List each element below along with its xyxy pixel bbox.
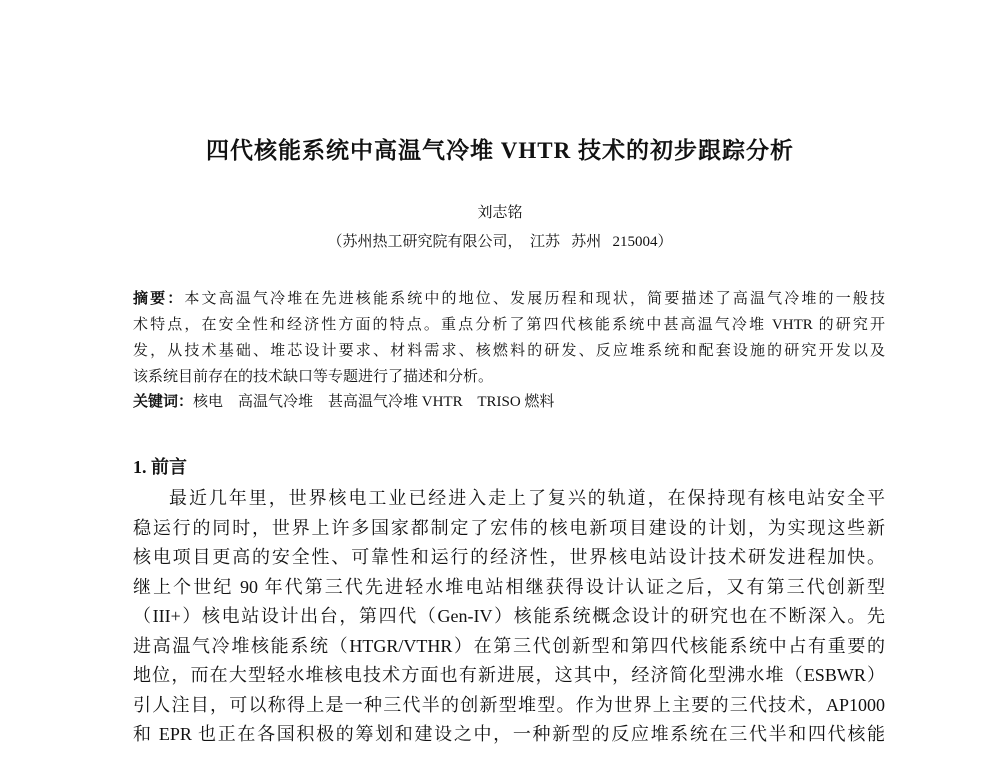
- section-heading: 1. 前言: [133, 457, 187, 477]
- body-line: 核电项目更高的安全性、可靠性和运行的经济性，世界核电站设计技术研发进程加快。: [133, 547, 885, 567]
- abstract-label: 摘要：: [133, 291, 185, 307]
- body-line: 进高温气冷堆核能系统（HTGR/VTHR）在第三代创新型和第四代核能系统中占有重要的: [133, 635, 885, 656]
- body-line: 继上个世纪 90 年代第三代先进轻水堆电站相继获得设计认证之后，又有第三代创新型: [133, 576, 885, 597]
- abstract-line: 发，从技术基础、堆芯设计要求、材料需求、核燃料的研发、反应堆系统和配套设施的研究开发以及: [133, 343, 885, 359]
- affiliation: （苏州热工研究院有限公司， 江苏 苏州 215004）: [327, 234, 673, 250]
- abstract: [133, 286, 885, 390]
- body-line: 引人注目，可以称得上是一种三代半的创新型堆型。作为世界上主要的三代技术，AP1000: [133, 694, 885, 715]
- author: 刘志铭: [477, 205, 523, 221]
- keywords-label: 关键词：: [133, 394, 194, 410]
- abstract-line: 术特点，在安全性和经济性方面的特点。重点分析了第四代核能系统中甚高温气冷堆 VHTR 的研究开: [133, 317, 885, 333]
- section-body: [133, 484, 885, 750]
- body-line: 稳运行的同时，世界上许多国家都制定了宏伟的核电新项目建设的计划，为实现这些新: [133, 517, 885, 538]
- body-line: （III+）核电站设计出台，第四代（Gen-IV）核能系统概念设计的研究也在不断深入。先: [133, 606, 885, 626]
- abstract-line: [133, 286, 885, 312]
- body-line: 最近几年里，世界核电工业已经进入走上了复兴的轨道，在保持现有核电站安全平: [169, 488, 885, 508]
- keywords: [133, 390, 554, 411]
- abstract-line: 该系统目前存在的技术缺口等专题进行了描述和分析。: [133, 369, 494, 385]
- paper-title: 四代核能系统中高温气冷堆 VHTR 技术的初步跟踪分析: [206, 138, 794, 163]
- body-line: 地位，而在大型轻水堆核电技术方面也有新进展，这其中，经济简化型沸水堆（ESBWR）: [133, 665, 885, 685]
- abstract-text: 本文高温气冷堆在先进核能系统中的地位、发展历程和现状，简要描述了高温气冷堆的一般技: [184, 291, 885, 307]
- keywords-text: 核电 高温气冷堆 甚高温气冷堆 VHTR TRISO 燃料: [193, 394, 555, 410]
- body-line: 和 EPR 也正在各国积极的筹划和建设之中，一种新型的反应堆系统在三代半和四代核能: [133, 724, 885, 744]
